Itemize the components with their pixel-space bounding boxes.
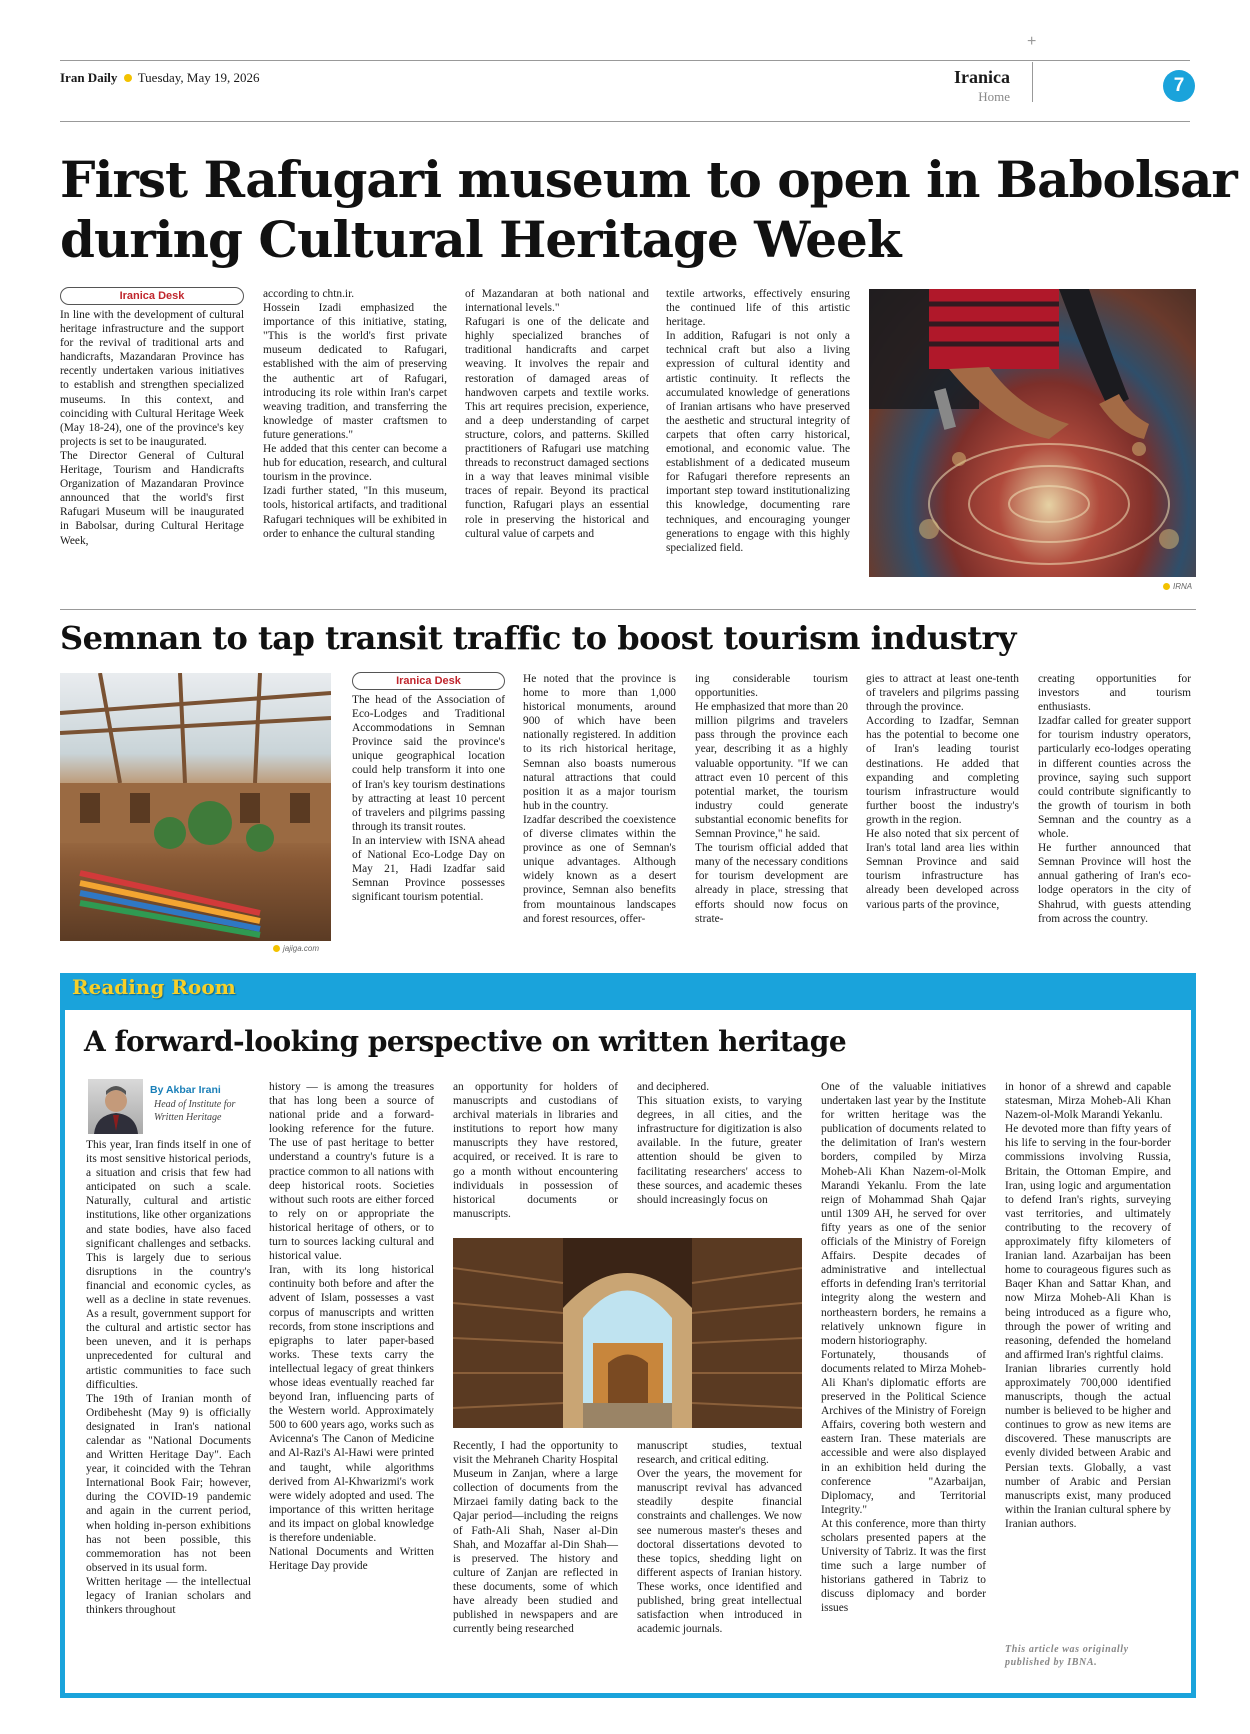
source-note: This article was originally published by IBNA.	[1005, 1644, 1129, 1668]
issue-date: Tuesday, May 19, 2026	[137, 70, 260, 85]
byline-role: Head of Institute for Written Heritage	[154, 1099, 236, 1123]
reading-text: This year, Iran finds itself in one of its most sensitive historical periods, a situation and crisis that few had anticipated on such a scale. Naturally, cultural and artistic institutions, like other organizations and state bodies, have also faced significant challenges and setbacks. This is largely due to serious disruptions in the country's financial and economic cycles, as well as a decline in state revenues. As a result, government support for the cultural and artistic sector has been uneven, and it is perhaps unprecedented for cultural and artistic communities to face such difficulties. The 19th of Iranian month of Ordibehesht (May 9) is officially designated in Iran's national calendar as "National Documents and Written Heritage Day". Each year, it coincided with the Tehran International Book Fair; however, during the COVID-19 pandemic and again in the current period, when holding in-person exhibitions has not been possible, this commemoration has not been observed in its usual form. Written heritage — the intellectual legacy of Iranian scholars and thinkers throughout	[86, 1139, 251, 1617]
page-number-badge: 7	[1163, 70, 1195, 102]
header-divider	[1032, 62, 1033, 102]
reading-col4-bottom	[637, 1439, 802, 1636]
article2-col5	[1038, 672, 1191, 926]
masthead	[60, 70, 260, 86]
reading-text: an opportunity for holders of manuscripts and custodians of archival materials in libraries and institutions to report how many manuscripts they have restored, acquired, or received. It is rare to go a month without encountering individuals in possession of historical documents or manuscripts.	[453, 1081, 618, 1220]
article1-text: In line with the development of cultural heritage infrastructure and the support for the revival of traditional arts and handicrafts, Mazandaran Province has recently undertaken various initiatives to establish and strengthen specialized museums. In this context, and coinciding with Cultural Heritage Week (May 18-24), one of the province's key projects is set to be inaugurated. The Director General of Cultural Heritage, Tourism and Handicrafts Organization of Mazandaran Province announced that the world's first Rafugari Museum will be inaugurated in Babolsar, during Cultural Heritage Week,	[60, 309, 244, 547]
reading-room-banner	[60, 973, 1196, 1002]
reading-text: One of the valuable initiatives undertaken last year by the Institute for written heritage was the publication of documents related to the delimitation of Iran's western borders, compiled by Mirza Moheb-Ali Khan Nazem-ol-Molk Marandi Yekanlu. From the late reign of Mohammad Shah Qajar until 1309 AH, he served for over fifty years as one of the senior officials of the Ministry of Foreign Affairs. Despite decades of administrative and intellectual efforts in defending Iran's territorial integrity along the western and northeastern borders, he remains a relatively unknown figure in modern historiography. Fortunately, thousands of documents related to Mirza Moheb-Ali Khan's diplomatic efforts are preserved in the Political Science Archives of the Ministry of Foreign Affairs, covering both western and eastern Iran. These materials are accessible and were also displayed in an exhibition held during the conference "Azarbaijan, Diplomacy, and Territorial Integrity." At this conference, more than thirty scholars presented papers at the University of Tabriz. It was the first time such a large number of historians gathered in Tabriz to discuss diplomacy and border issues	[821, 1081, 986, 1615]
reading-text: manuscript studies, textual research, and critical editing. Over the years, the movement for manuscript revival has advanced steadily despite financial constraints and challenges. We now see numerous master's theses and doctoral dissertations devoted to these topics, shedding light on different aspects of Iranian history. These works, once identified and published, bring great intellectual satisfaction when introduced in academic journals.	[637, 1440, 802, 1636]
article1-col1	[60, 287, 244, 548]
reading-col3-top	[453, 1080, 618, 1221]
reading-text: Recently, I had the opportunity to visit the Mehraneh Charity Hospital Museum in Zanjan, where a large collection of documents from the Mirzaei family dating back to the Qajar period—including the reigns of Fath-Ali Shah, Naser al-Din Shah, and Mozaffar al-Din Shah—is preserved. The history and culture of Zanjan are reflected in these documents, some of which have already been studied and published in newspapers and are currently being researched	[453, 1440, 618, 1636]
photo-credit	[273, 944, 343, 953]
author-photo	[88, 1079, 143, 1134]
subsection-name: Home	[978, 89, 1010, 104]
dot-icon	[1163, 583, 1170, 590]
article-divider	[60, 609, 1196, 610]
crop-mark-icon: +	[1027, 33, 1037, 50]
article2-text: gies to attract at least one-tenth of travelers and pilgrims passing through the province. According to Izadfar, Semnan has the potential to become one of Iran's leading tourist destinations. He added that expanding and completing tourism infrastructure would further boost the industry's growth in the region. He also noted that six percent of Iran's total land area lies within Semnan Province and said tourism infrastructure has already been developed across various parts of the province,	[866, 673, 1019, 911]
article2-col3	[695, 672, 848, 926]
byline: By Akbar Irani	[150, 1084, 221, 1096]
desk-label: Iranica Desk	[352, 672, 505, 690]
article2-col2	[523, 672, 676, 926]
reading-col1	[86, 1138, 251, 1617]
reading-col2	[269, 1080, 434, 1573]
article1-text: according to chtn.ir. Hossein Izadi emphasized the importance of this initiative, stating, "This is the world's first private museum dedicated to Rafugari, established with the aim of preserving the authentic art of Rafugari, introducing its role within Iran's carpet weaving tradition, and transferring the knowledge of master craftsmen to future generations." He added that this center can become a hub for education, research, and cultural tourism in the province. Izadi further stated, "In this museum, tools, historical artifacts, and traditional Rafugari techniques will be exhibited in order to enhance the cultural standing	[263, 288, 447, 540]
article2-headline: Semnan to tap transit traffic to boost tourism industry	[60, 619, 1016, 657]
courtyard-photo	[60, 673, 331, 941]
reading-col6	[1005, 1080, 1171, 1531]
dot-icon	[273, 945, 280, 952]
desk-label: Iranica Desk	[60, 287, 244, 305]
article1-headline	[60, 150, 1237, 270]
reading-col3-bottom	[453, 1439, 618, 1636]
article1-col3	[465, 287, 649, 541]
article2-col4	[866, 672, 1019, 912]
photo-credit-text: IRNA	[1173, 582, 1193, 591]
reading-col5	[821, 1080, 986, 1616]
photo-credit-text: jajiga.com	[283, 944, 320, 953]
reading-text: in honor of a shrewd and capable statesman, Mirza Moheb-Ali Khan Nazem-ol-Molk Marandi Yekanlu. He devoted more than fifty years of his life to serving in the four-border commissions involving Russia, Britain, the Ottoman Empire, and Iran, using logic and argumentation to defend Iran's rights, surveying vast territories, and ultimately contributing to the recovery of approximately fifty kilometers of Iranian land. Azarbaijan has been home to courageous figures such as Baqer Khan and Sattar Khan, and now Mirza Moheb-Ali Khan is being introduced as a figure who, through the power of writing and reasoning, defended the homeland and affirmed Iran's rightful claims. Iranian libraries currently hold approximately 700,000 identified manuscripts, though the actual number is believed to be higher and continues to grow as new items are discovered. These manuscripts are evenly divided between Arabic and Persian texts. Globally, a vast number of Arabic and Persian manuscripts exist, many produced within the Iranian cultural sphere by Iranian authors.	[1005, 1081, 1171, 1530]
article2-text: ing considerable tourism opportunities. He emphasized that more than 20 million pilgrims and travelers pass through the province each year, describing it as a highly valuable opportunity. "If we can attract even 10 percent of this potential market, the tourism industry could generate substantial economic benefits for Semnan Province," he said. The tourism official added that many of the necessary conditions for tourism development are already in place, stressing that efforts should now focus on strate-	[695, 673, 848, 925]
library-photo	[453, 1238, 802, 1428]
article1-headline-line1: First Rafugari museum to open in Babolsar	[60, 150, 1237, 209]
article2-text: creating opportunities for investors and tourism enthusiasts. Izadfar called for greater support for tourism industry operators, particularly eco-lodges operating in different counties across the province, saying such support could contribute significantly to the growth of tourism in both Semnan and the country as a whole. He further announced that Semnan Province will host the annual gathering of Iran's eco-lodge operators in the city of Shahrud, with guests attending from across the country.	[1038, 673, 1191, 925]
article2-text: The head of the Association of Eco-Lodges and Traditional Accommodations in Semnan Province said the province's unique geographical location could help transform it into one of Iran's key tourism destinations by attracting at least 10 percent of travelers and pilgrims passing through its transit routes. In an interview with ISNA ahead of National Eco-Lodge Day on May 21, Hadi Izadfar said Semnan Province possesses significant tourism potential.	[352, 694, 505, 904]
section-name: Iranica	[954, 67, 1010, 87]
article1-col4	[666, 287, 850, 555]
article2-text: He noted that the province is home to more than 1,000 historical monuments, around 900 of which have been nationally registered. In addition to its rich historical heritage, Semnan also boasts numerous natural attractions that could position it as a major tourism hub in the country. Izadfar described the coexistence of diverse climates within the province as one of Semnan's unique advantages. Although widely known as a desert province, Semnan also benefits from mountainous landscapes and forest resources, offer-	[523, 673, 676, 925]
paper-name: Iran Daily	[60, 70, 118, 85]
article1-text: of Mazandaran at both national and international levels." Rafugari is one of the delicate and highly specialized branches of traditional handicrafts and carpet weaving. It involves the repair and restoration of damaged areas of handwoven carpets and textile works. This art requires precision, experience, and a deep understanding of carpet structure, colors, and patterns. Skilled practitioners of Rafugari use matching threads to reconstruct damaged sections in a way that leaves minimal visible traces of repair. Beyond its practical function, Rafugari plays an essential role in preserving the historical and cultural value of carpets and	[465, 288, 649, 540]
dot-icon	[124, 74, 132, 82]
reading-text: history — is among the treasures that has long been a source of national pride and a forward-looking reference for the future. The use of past heritage to better understand a country's future is a practice common to all nations with deep historical roots. Societies without such roots are either forced to rely on or appropriate the historical heritage of others, or to turn to sources lacking cultural and historical value. Iran, with its long historical continuity both before and after the advent of Islam, possesses a vast corpus of manuscripts and written records, from stone inscriptions and epigraphs to later paper-based works. These texts carry the intellectual legacy of great thinkers whose ideas eventually reached far beyond Iran, influencing parts of the Western world. Approximately 500 to 600 years ago, works such as Avicenna's The Canon of Medicine and Al-Razi's Al-Hawi were printed and taught, while algorithms derived from Al-Khwarizmi's work were widely adopted and used. The importance of this written heritage and its impact on global knowledge is therefore undeniable. National Documents and Written Heritage Day provide	[269, 1081, 434, 1573]
article1-text: textile artworks, effectively ensuring the continued life of this artistic heritage. In addition, Rafugari is not only a technical craft but also a living expression of cultural identity and artistic continuity. It reflects the accumulated knowledge of generations of Iranian artisans who have preserved the aesthetic and structural integrity of carpets that often carry historical, emotional, and economic value. The establishment of a dedicated museum for Rafugari therefore represents an important step toward institutionalizing this knowledge, documenting rare techniques, and encouraging younger generations to engage with this highly specialized field.	[666, 288, 850, 554]
reading-room-headline: A forward-looking perspective on written heritage	[84, 1025, 847, 1058]
carpet-photo	[869, 289, 1196, 577]
header-bottom-rule	[60, 121, 1190, 122]
reading-text: and deciphered. This situation exists, to varying degrees, in all cities, and the infrastructure for digitization is also available. In the future, greater attention should be given to facilitating researchers' access to these sources, and academic theses should increasingly focus on	[637, 1081, 802, 1206]
article1-headline-line2: during Cultural Heritage Week	[60, 210, 901, 269]
article2-col1	[352, 672, 505, 904]
article1-col2	[263, 287, 447, 541]
reading-col4-top	[637, 1080, 802, 1207]
reading-room-label: Reading Room	[72, 975, 236, 999]
top-rule	[60, 60, 1190, 61]
photo-credit	[1163, 582, 1203, 591]
